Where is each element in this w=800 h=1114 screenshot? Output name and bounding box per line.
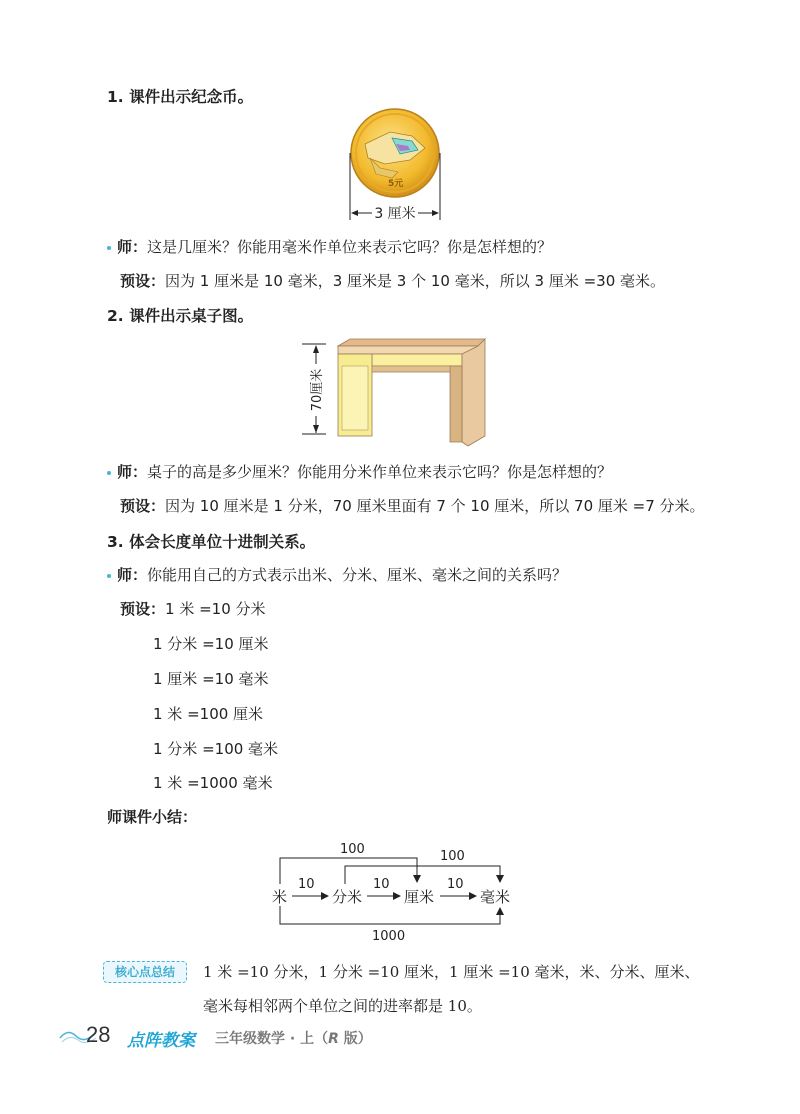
- teacher-line-2: [107, 461, 612, 482]
- book-title: [215, 1028, 372, 1048]
- core-badge: [103, 961, 187, 983]
- bullet-dot-icon: [107, 246, 111, 250]
- book-title-end: 版）: [338, 1031, 372, 1047]
- equation-1: 1 米 =10 分米: [165, 600, 266, 618]
- page-number: 28: [86, 1022, 111, 1047]
- core-text-line-1: 1 米 =10 分米，1 分米 =10 厘米，1 厘米 =10 毫米，米、分米、厘米、: [203, 963, 700, 981]
- coin-illustration: [340, 108, 450, 226]
- core-text-line-2: 毫米每相邻两个单位之间的进率都是 10。: [203, 997, 482, 1015]
- book-edition: R: [328, 1031, 339, 1047]
- bullet-dot-icon: [107, 471, 111, 475]
- section1-heading: 1. 课件出示纪念币。: [107, 88, 254, 106]
- equation-6: 1 米 =1000 毫米: [153, 774, 273, 792]
- unit-millimeter: 毫米: [480, 888, 511, 906]
- label-100-left: 100: [340, 842, 365, 857]
- teacher-question: 你能用自己的方式表示出米、分米、厘米、毫米之间的关系吗？: [147, 566, 568, 584]
- section3-heading: 3. 体会长度单位十进制关系。: [107, 533, 316, 551]
- teacher-label: 师：: [117, 463, 148, 481]
- coin-caption: 3 厘米: [374, 206, 416, 222]
- label-100-right: 100: [440, 849, 465, 864]
- preset-answer: 因为 1 厘米是 10 毫米，3 厘米是 3 个 10 毫米，所以 3 厘米 =30 毫米。: [165, 272, 666, 290]
- bullet-dot-icon: [107, 574, 111, 578]
- preset-line-2: [120, 495, 705, 516]
- teacher-label: 师：: [117, 566, 148, 584]
- desk-illustration: [300, 336, 490, 450]
- preset-answer: 因为 10 厘米是 1 分米，70 厘米里面有 7 个 10 厘米，所以 70 厘米 =7 分米。: [165, 497, 705, 515]
- preset-label: 预设：: [120, 497, 166, 515]
- preset-label: 预设：: [120, 600, 166, 618]
- teacher-question: 这是几厘米？你能用毫米作单位来表示它吗？你是怎样想的？: [147, 238, 553, 256]
- step-label-1: 10: [298, 877, 315, 892]
- unit-relation-diagram: [260, 838, 530, 948]
- section2-heading: 2. 课件出示桌子图。: [107, 307, 254, 325]
- brand-logo: 点阵教案: [127, 1031, 195, 1051]
- equation-5: 1 分米 =100 毫米: [153, 740, 279, 758]
- label-1000: 1000: [372, 929, 406, 944]
- equation-2: 1 分米 =10 厘米: [153, 635, 269, 653]
- preset-label: 预设：: [120, 272, 166, 290]
- teacher-label: 师：: [117, 238, 148, 256]
- teacher-line-1: [107, 236, 552, 257]
- step-label-2: 10: [373, 877, 390, 892]
- step-label-3: 10: [447, 877, 464, 892]
- unit-centimeter: 厘米: [404, 888, 435, 906]
- svg-text:5元: 5元: [388, 179, 404, 189]
- summary-heading: 师课件小结：: [107, 808, 198, 826]
- equation-3: 1 厘米 =10 毫米: [153, 670, 269, 688]
- equation-4: 1 米 =100 厘米: [153, 705, 264, 723]
- preset-line-1: [120, 270, 665, 291]
- unit-decimeter: 分米: [332, 888, 363, 906]
- preset-line-3: [120, 598, 266, 619]
- book-title-main: 三年级数学 · 上（: [215, 1031, 329, 1047]
- teacher-line-3: [107, 564, 567, 585]
- core-badge-label: 核心点总结: [114, 965, 175, 979]
- teacher-question: 桌子的高是多少厘米？你能用分米作单位来表示它吗？你是怎样想的？: [147, 463, 613, 481]
- desk-height-caption: 70厘米: [310, 368, 325, 412]
- unit-meter: 米: [272, 888, 288, 906]
